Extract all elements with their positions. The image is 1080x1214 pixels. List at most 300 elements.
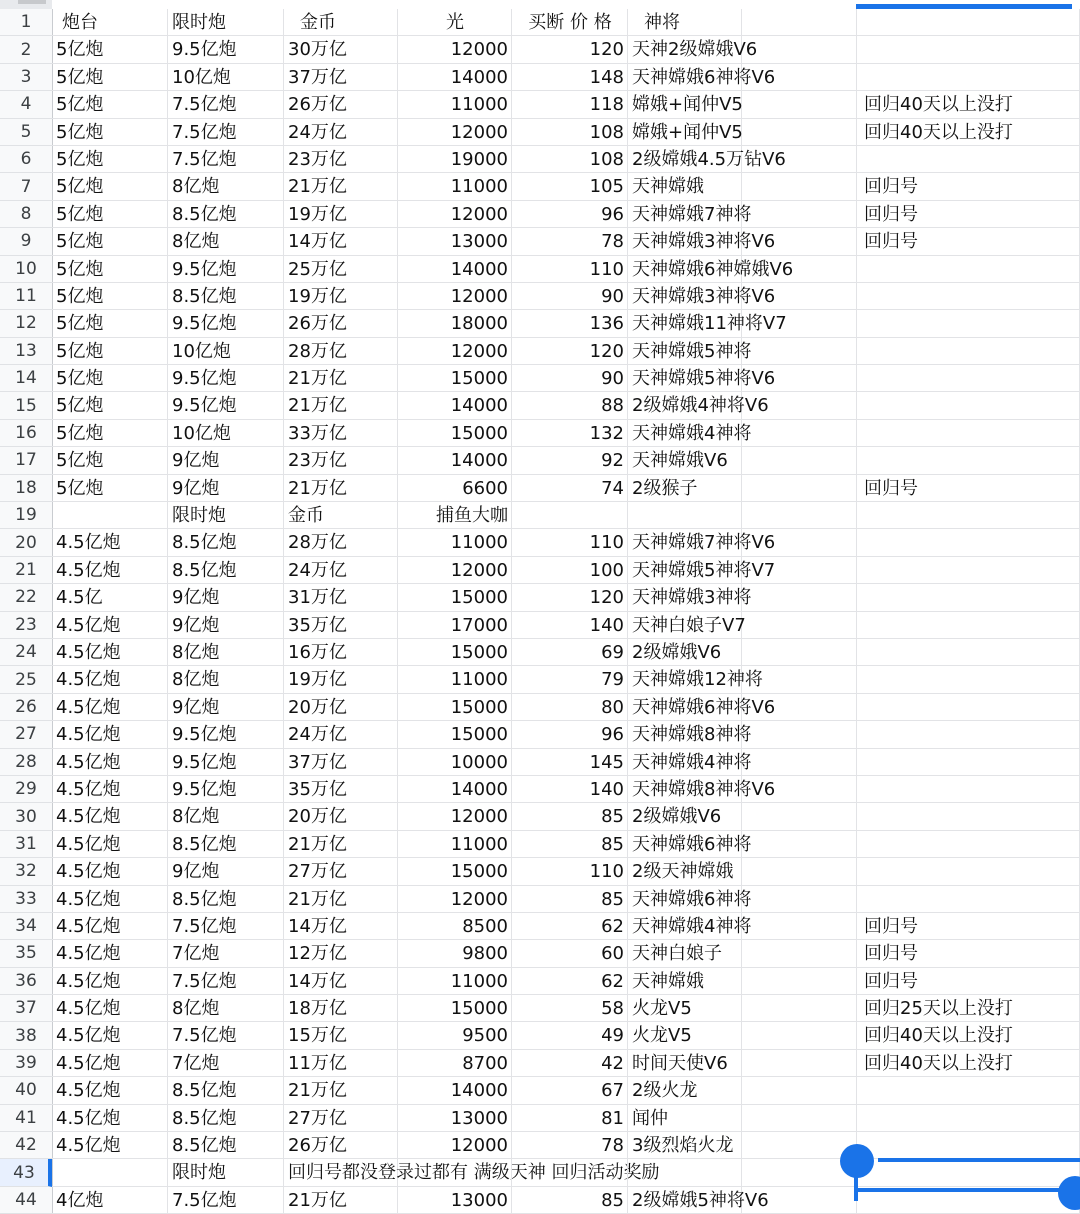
table-cell[interactable]: 天神嫦娥6神将V6	[628, 694, 742, 721]
table-cell[interactable]	[857, 886, 1080, 913]
table-cell[interactable]: 8亿炮	[168, 639, 284, 666]
table-cell[interactable]: 33万亿	[284, 420, 398, 447]
table-cell[interactable]: 4.5亿炮	[52, 557, 168, 584]
table-cell[interactable]: 天神白娘子	[628, 940, 742, 967]
table-cell[interactable]: 8.5亿炮	[168, 831, 284, 858]
table-cell[interactable]	[857, 1105, 1080, 1132]
row-number[interactable]: 3	[0, 64, 52, 91]
table-cell[interactable]: 28万亿	[284, 529, 398, 556]
table-cell[interactable]	[742, 749, 857, 776]
table-cell[interactable]: 2级猴子	[628, 475, 742, 502]
table-cell[interactable]: 4.5亿炮	[52, 666, 168, 693]
table-cell[interactable]: 5亿炮	[52, 146, 168, 173]
table-cell[interactable]: 140	[512, 776, 628, 803]
table-cell[interactable]: 85	[512, 831, 628, 858]
table-cell[interactable]: 5亿炮	[52, 91, 168, 118]
row-number[interactable]: 37	[0, 995, 52, 1022]
table-cell[interactable]: 12000	[398, 283, 512, 310]
table-cell[interactable]	[857, 9, 1080, 36]
table-cell[interactable]	[857, 420, 1080, 447]
table-cell[interactable]: 6600	[398, 475, 512, 502]
table-cell[interactable]: 金币	[284, 9, 398, 36]
table-cell[interactable]: 9亿炮	[168, 612, 284, 639]
row-number[interactable]: 20	[0, 529, 52, 556]
table-cell[interactable]: 捕鱼大咖	[398, 502, 512, 529]
table-cell[interactable]: 21万亿	[284, 1187, 398, 1214]
table-cell[interactable]: 132	[512, 420, 628, 447]
table-cell[interactable]: 8.5亿炮	[168, 1132, 284, 1159]
table-cell[interactable]: 天神嫦娥4神将	[628, 749, 742, 776]
table-cell[interactable]	[742, 995, 857, 1022]
table-cell[interactable]: 回归号	[857, 173, 1080, 200]
table-cell[interactable]: 9.5亿炮	[168, 36, 284, 63]
table-cell[interactable]	[857, 584, 1080, 611]
table-cell[interactable]	[742, 639, 857, 666]
table-cell[interactable]	[857, 803, 1080, 830]
row-number[interactable]: 32	[0, 858, 52, 885]
row-number[interactable]: 33	[0, 886, 52, 913]
table-cell[interactable]: 5亿炮	[52, 173, 168, 200]
table-cell[interactable]	[857, 502, 1080, 529]
table-cell[interactable]: 15000	[398, 639, 512, 666]
table-cell[interactable]: 69	[512, 639, 628, 666]
row-number[interactable]: 18	[0, 475, 52, 502]
table-cell[interactable]: 20万亿	[284, 694, 398, 721]
table-cell[interactable]: 24万亿	[284, 557, 398, 584]
table-cell[interactable]: 9亿炮	[168, 475, 284, 502]
table-cell[interactable]: 7.5亿炮	[168, 91, 284, 118]
table-cell[interactable]: 118	[512, 91, 628, 118]
row-number[interactable]: 11	[0, 283, 52, 310]
table-cell[interactable]: 7.5亿炮	[168, 913, 284, 940]
row-number[interactable]: 35	[0, 940, 52, 967]
table-cell[interactable]: 85	[512, 886, 628, 913]
table-cell[interactable]: 8.5亿炮	[168, 201, 284, 228]
table-cell[interactable]: 限时炮	[168, 9, 284, 36]
table-cell[interactable]: 2级嫦娥V6	[628, 639, 742, 666]
table-cell[interactable]	[857, 776, 1080, 803]
table-cell[interactable]: 23万亿	[284, 146, 398, 173]
table-cell[interactable]: 8.5亿炮	[168, 557, 284, 584]
table-cell[interactable]: 天神嫦娥	[628, 968, 742, 995]
table-cell[interactable]: 58	[512, 995, 628, 1022]
table-cell[interactable]: 回归号	[857, 940, 1080, 967]
table-cell[interactable]: 9亿炮	[168, 858, 284, 885]
table-cell[interactable]: 7.5亿炮	[168, 119, 284, 146]
table-cell[interactable]: 天神嫦娥5神将V7	[628, 557, 742, 584]
table-cell[interactable]: 火龙V5	[628, 995, 742, 1022]
table-cell[interactable]: 4.5亿炮	[52, 968, 168, 995]
table-cell[interactable]: 天神嫦娥6神将	[628, 886, 742, 913]
table-cell[interactable]	[742, 776, 857, 803]
table-cell[interactable]: 8亿炮	[168, 228, 284, 255]
table-cell[interactable]: 5亿炮	[52, 365, 168, 392]
table-cell[interactable]	[857, 557, 1080, 584]
table-cell[interactable]: 15000	[398, 995, 512, 1022]
table-cell[interactable]	[742, 968, 857, 995]
table-cell[interactable]: 7.5亿炮	[168, 1022, 284, 1049]
table-cell[interactable]: 12000	[398, 1132, 512, 1159]
table-cell[interactable]: 4.5亿炮	[52, 995, 168, 1022]
table-cell[interactable]: 回归号	[857, 913, 1080, 940]
table-cell[interactable]	[857, 146, 1080, 173]
table-cell[interactable]: 110	[512, 529, 628, 556]
table-cell[interactable]: 7.5亿炮	[168, 146, 284, 173]
table-cell[interactable]: 8.5亿炮	[168, 283, 284, 310]
table-cell[interactable]: 9.5亿炮	[168, 721, 284, 748]
table-cell[interactable]: 14000	[398, 392, 512, 419]
table-cell[interactable]: 天神嫦娥6神嫦娥V6	[628, 256, 742, 283]
table-cell[interactable]: 炮台	[52, 9, 168, 36]
table-cell[interactable]: 天神嫦娥12神将	[628, 666, 742, 693]
table-cell[interactable]	[742, 831, 857, 858]
table-cell[interactable]: 136	[512, 310, 628, 337]
table-cell[interactable]: 天神嫦娥11神将V7	[628, 310, 742, 337]
row-number[interactable]: 13	[0, 338, 52, 365]
table-cell[interactable]: 35万亿	[284, 776, 398, 803]
table-cell[interactable]: 10000	[398, 749, 512, 776]
table-cell[interactable]	[742, 173, 857, 200]
table-cell[interactable]	[742, 64, 857, 91]
table-cell[interactable]	[742, 420, 857, 447]
table-cell[interactable]: 4.5亿炮	[52, 831, 168, 858]
table-cell[interactable]: 14万亿	[284, 228, 398, 255]
table-cell[interactable]	[742, 694, 857, 721]
table-cell[interactable]: 15000	[398, 858, 512, 885]
row-number[interactable]: 36	[0, 968, 52, 995]
table-cell[interactable]	[742, 913, 857, 940]
table-cell[interactable]: 4.5亿炮	[52, 858, 168, 885]
row-number[interactable]: 31	[0, 831, 52, 858]
table-cell[interactable]: 5亿炮	[52, 283, 168, 310]
table-cell[interactable]: 12000	[398, 803, 512, 830]
row-number[interactable]: 44	[0, 1187, 52, 1214]
table-cell[interactable]: 21万亿	[284, 365, 398, 392]
table-cell[interactable]: 14万亿	[284, 913, 398, 940]
table-cell[interactable]: 限时炮	[168, 502, 284, 529]
table-cell[interactable]: 天神嫦娥8神将	[628, 721, 742, 748]
table-cell[interactable]: 4.5亿炮	[52, 1022, 168, 1049]
table-cell[interactable]: 110	[512, 256, 628, 283]
row-number[interactable]: 10	[0, 256, 52, 283]
table-cell[interactable]: 37万亿	[284, 64, 398, 91]
table-cell[interactable]: 回归40天以上没打	[857, 119, 1080, 146]
table-cell[interactable]: 24万亿	[284, 119, 398, 146]
table-cell[interactable]: 27万亿	[284, 858, 398, 885]
table-cell[interactable]: 5亿炮	[52, 310, 168, 337]
table-cell[interactable]	[52, 502, 168, 529]
table-cell[interactable]: 4.5亿炮	[52, 776, 168, 803]
row-number[interactable]: 16	[0, 420, 52, 447]
table-cell[interactable]: 12000	[398, 201, 512, 228]
table-cell[interactable]: 10亿炮	[168, 338, 284, 365]
row-number[interactable]: 4	[0, 91, 52, 118]
table-cell[interactable]: 14000	[398, 447, 512, 474]
table-cell[interactable]: 19万亿	[284, 283, 398, 310]
table-cell[interactable]: 100	[512, 557, 628, 584]
table-cell[interactable]: 4.5亿炮	[52, 694, 168, 721]
table-cell[interactable]	[628, 1159, 742, 1186]
row-number[interactable]: 39	[0, 1050, 52, 1077]
table-cell[interactable]: 4.5亿炮	[52, 612, 168, 639]
table-cell[interactable]: 2级嫦娥4.5万钻V6	[628, 146, 742, 173]
table-cell[interactable]: 11000	[398, 173, 512, 200]
table-cell[interactable]: 25万亿	[284, 256, 398, 283]
row-number[interactable]: 14	[0, 365, 52, 392]
row-number[interactable]: 28	[0, 749, 52, 776]
table-cell[interactable]: 120	[512, 338, 628, 365]
table-cell[interactable]: 14000	[398, 1077, 512, 1104]
table-cell[interactable]: 21万亿	[284, 1077, 398, 1104]
table-cell[interactable]: 4.5亿炮	[52, 529, 168, 556]
table-cell[interactable]	[857, 749, 1080, 776]
table-cell[interactable]: 14000	[398, 64, 512, 91]
row-number[interactable]: 9	[0, 228, 52, 255]
table-cell[interactable]: 21万亿	[284, 831, 398, 858]
table-cell[interactable]: 天神嫦娥8神将V6	[628, 776, 742, 803]
table-cell[interactable]: 62	[512, 913, 628, 940]
table-cell[interactable]: 4.5亿炮	[52, 1132, 168, 1159]
table-cell[interactable]: 31万亿	[284, 584, 398, 611]
row-number[interactable]: 2	[0, 36, 52, 63]
row-number[interactable]: 19	[0, 502, 52, 529]
table-cell[interactable]: 回归25天以上没打	[857, 995, 1080, 1022]
table-cell[interactable]: 9亿炮	[168, 447, 284, 474]
table-cell[interactable]	[857, 365, 1080, 392]
table-cell[interactable]: 15000	[398, 694, 512, 721]
table-cell[interactable]	[742, 858, 857, 885]
table-cell[interactable]: 9.5亿炮	[168, 392, 284, 419]
table-cell[interactable]: 4.5亿	[52, 584, 168, 611]
table-cell[interactable]: 3级烈焰火龙	[628, 1132, 742, 1159]
table-cell[interactable]: 天神嫦娥4神将	[628, 420, 742, 447]
table-cell[interactable]	[742, 584, 857, 611]
table-cell[interactable]: 96	[512, 721, 628, 748]
table-cell[interactable]: 12000	[398, 338, 512, 365]
table-cell[interactable]	[857, 64, 1080, 91]
table-cell[interactable]: 回归号	[857, 201, 1080, 228]
table-cell[interactable]: 天神嫦娥	[628, 173, 742, 200]
table-cell[interactable]: 2级嫦娥V6	[628, 803, 742, 830]
table-cell[interactable]	[742, 502, 857, 529]
table-cell[interactable]: 5亿炮	[52, 420, 168, 447]
table-cell[interactable]	[857, 1159, 1080, 1186]
table-cell[interactable]: 10亿炮	[168, 64, 284, 91]
table-cell[interactable]	[857, 36, 1080, 63]
table-cell[interactable]: 金币	[284, 502, 398, 529]
table-cell[interactable]: 120	[512, 36, 628, 63]
row-number[interactable]: 40	[0, 1077, 52, 1104]
table-cell[interactable]: 108	[512, 146, 628, 173]
row-number[interactable]: 38	[0, 1022, 52, 1049]
table-cell[interactable]: 4.5亿炮	[52, 940, 168, 967]
table-cell[interactable]: 9.5亿炮	[168, 365, 284, 392]
table-cell[interactable]: 5亿炮	[52, 201, 168, 228]
table-cell[interactable]: 85	[512, 1187, 628, 1214]
table-cell[interactable]: 4亿炮	[52, 1187, 168, 1214]
table-cell[interactable]: 8.5亿炮	[168, 886, 284, 913]
table-cell[interactable]: 天神白娘子V7	[628, 612, 742, 639]
table-cell[interactable]: 18万亿	[284, 995, 398, 1022]
table-cell[interactable]: 26万亿	[284, 91, 398, 118]
table-cell[interactable]: 18000	[398, 310, 512, 337]
table-cell[interactable]: 62	[512, 968, 628, 995]
table-cell[interactable]: 2级火龙	[628, 1077, 742, 1104]
table-cell[interactable]: 42	[512, 1050, 628, 1077]
table-cell[interactable]: 9800	[398, 940, 512, 967]
table-cell[interactable]: 天神嫦娥3神将V6	[628, 228, 742, 255]
table-cell[interactable]	[742, 1105, 857, 1132]
table-cell[interactable]: 26万亿	[284, 1132, 398, 1159]
row-number[interactable]: 23	[0, 612, 52, 639]
table-cell[interactable]: 回归号	[857, 475, 1080, 502]
table-cell[interactable]	[512, 502, 628, 529]
row-number[interactable]: 26	[0, 694, 52, 721]
table-cell[interactable]: 9.5亿炮	[168, 749, 284, 776]
table-cell[interactable]: 回归40天以上没打	[857, 1022, 1080, 1049]
table-cell[interactable]: 9亿炮	[168, 584, 284, 611]
row-number[interactable]: 8	[0, 201, 52, 228]
table-cell[interactable]: 4.5亿炮	[52, 913, 168, 940]
table-cell[interactable]	[857, 256, 1080, 283]
table-cell[interactable]: 92	[512, 447, 628, 474]
table-cell[interactable]: 11000	[398, 91, 512, 118]
table-cell[interactable]: 4.5亿炮	[52, 721, 168, 748]
table-cell[interactable]	[742, 803, 857, 830]
row-number[interactable]: 7	[0, 173, 52, 200]
table-cell[interactable]: 4.5亿炮	[52, 1050, 168, 1077]
table-cell[interactable]: 16万亿	[284, 639, 398, 666]
table-cell[interactable]: 火龙V5	[628, 1022, 742, 1049]
table-cell[interactable]: 21万亿	[284, 475, 398, 502]
table-cell[interactable]: 9500	[398, 1022, 512, 1049]
table-cell[interactable]: 15万亿	[284, 1022, 398, 1049]
table-cell[interactable]	[52, 1159, 168, 1186]
table-cell[interactable]: 21万亿	[284, 173, 398, 200]
table-cell[interactable]: 5亿炮	[52, 447, 168, 474]
row-number[interactable]: 5	[0, 119, 52, 146]
table-cell[interactable]	[742, 36, 857, 63]
table-cell[interactable]: 时间天使V6	[628, 1050, 742, 1077]
table-cell[interactable]	[742, 475, 857, 502]
table-cell[interactable]	[857, 694, 1080, 721]
table-cell[interactable]: 7亿炮	[168, 940, 284, 967]
table-cell[interactable]: 12000	[398, 36, 512, 63]
table-cell[interactable]: 96	[512, 201, 628, 228]
table-cell[interactable]: 4.5亿炮	[52, 1077, 168, 1104]
table-cell[interactable]: 20万亿	[284, 803, 398, 830]
table-cell[interactable]	[742, 91, 857, 118]
table-cell[interactable]: 60	[512, 940, 628, 967]
row-number[interactable]: 30	[0, 803, 52, 830]
table-cell[interactable]	[512, 1159, 628, 1186]
table-cell[interactable]	[857, 721, 1080, 748]
table-cell[interactable]: 27万亿	[284, 1105, 398, 1132]
table-cell[interactable]: 8700	[398, 1050, 512, 1077]
table-cell[interactable]: 19万亿	[284, 666, 398, 693]
table-cell[interactable]: 74	[512, 475, 628, 502]
table-cell[interactable]	[857, 529, 1080, 556]
table-cell[interactable]	[742, 1077, 857, 1104]
table-cell[interactable]: 148	[512, 64, 628, 91]
table-cell[interactable]	[857, 1077, 1080, 1104]
table-cell[interactable]: 9.5亿炮	[168, 256, 284, 283]
table-cell[interactable]: 7.5亿炮	[168, 1187, 284, 1214]
table-cell[interactable]	[742, 940, 857, 967]
row-number[interactable]: 43	[0, 1159, 52, 1186]
table-cell[interactable]: 天神嫦娥5神将V6	[628, 365, 742, 392]
table-cell[interactable]	[742, 721, 857, 748]
table-cell[interactable]: 35万亿	[284, 612, 398, 639]
table-cell[interactable]: 15000	[398, 721, 512, 748]
table-cell[interactable]: 8.5亿炮	[168, 529, 284, 556]
table-cell[interactable]: 天神嫦娥7神将V6	[628, 529, 742, 556]
table-cell[interactable]: 天神嫦娥3神将V6	[628, 283, 742, 310]
table-cell[interactable]: 80	[512, 694, 628, 721]
table-cell[interactable]: 90	[512, 283, 628, 310]
table-cell[interactable]: 8亿炮	[168, 173, 284, 200]
table-cell[interactable]: 21万亿	[284, 392, 398, 419]
table-cell[interactable]	[742, 201, 857, 228]
row-number[interactable]: 21	[0, 557, 52, 584]
row-number[interactable]: 17	[0, 447, 52, 474]
table-cell[interactable]	[742, 1187, 857, 1214]
table-cell[interactable]: 19万亿	[284, 201, 398, 228]
table-cell[interactable]: 5亿炮	[52, 392, 168, 419]
table-cell[interactable]: 4.5亿炮	[52, 749, 168, 776]
table-cell[interactable]: 闻仲	[628, 1105, 742, 1132]
table-cell[interactable]: 4.5亿炮	[52, 1105, 168, 1132]
table-cell[interactable]: 90	[512, 365, 628, 392]
table-cell[interactable]: 11万亿	[284, 1050, 398, 1077]
table-cell[interactable]: 13000	[398, 1105, 512, 1132]
table-cell[interactable]: 145	[512, 749, 628, 776]
table-cell[interactable]	[742, 886, 857, 913]
table-cell[interactable]	[857, 392, 1080, 419]
table-cell[interactable]	[857, 338, 1080, 365]
table-cell[interactable]: 2级嫦娥5神将V6	[628, 1187, 742, 1214]
table-cell[interactable]	[857, 612, 1080, 639]
table-cell[interactable]: 天神嫦娥V6	[628, 447, 742, 474]
table-cell[interactable]	[857, 310, 1080, 337]
table-cell[interactable]: 5亿炮	[52, 228, 168, 255]
table-cell[interactable]: 14000	[398, 776, 512, 803]
table-cell[interactable]: 49	[512, 1022, 628, 1049]
table-cell[interactable]: 7亿炮	[168, 1050, 284, 1077]
table-cell[interactable]	[742, 228, 857, 255]
table-cell[interactable]: 5亿炮	[52, 119, 168, 146]
table-cell[interactable]	[857, 666, 1080, 693]
table-cell[interactable]: 12000	[398, 886, 512, 913]
table-cell[interactable]: 8亿炮	[168, 995, 284, 1022]
table-cell[interactable]: 88	[512, 392, 628, 419]
table-cell[interactable]	[742, 9, 857, 36]
table-cell[interactable]: 19000	[398, 146, 512, 173]
row-number[interactable]: 25	[0, 666, 52, 693]
row-number[interactable]: 6	[0, 146, 52, 173]
table-cell[interactable]: 9.5亿炮	[168, 310, 284, 337]
table-cell[interactable]	[742, 146, 857, 173]
row-number[interactable]: 27	[0, 721, 52, 748]
table-cell[interactable]: 限时炮	[168, 1159, 284, 1186]
table-cell[interactable]	[742, 1022, 857, 1049]
table-cell[interactable]: 5亿炮	[52, 64, 168, 91]
table-cell[interactable]: 120	[512, 584, 628, 611]
table-cell[interactable]: 8.5亿炮	[168, 1077, 284, 1104]
table-cell[interactable]: 4.5亿炮	[52, 639, 168, 666]
table-cell[interactable]: 11000	[398, 666, 512, 693]
table-cell[interactable]: 10亿炮	[168, 420, 284, 447]
